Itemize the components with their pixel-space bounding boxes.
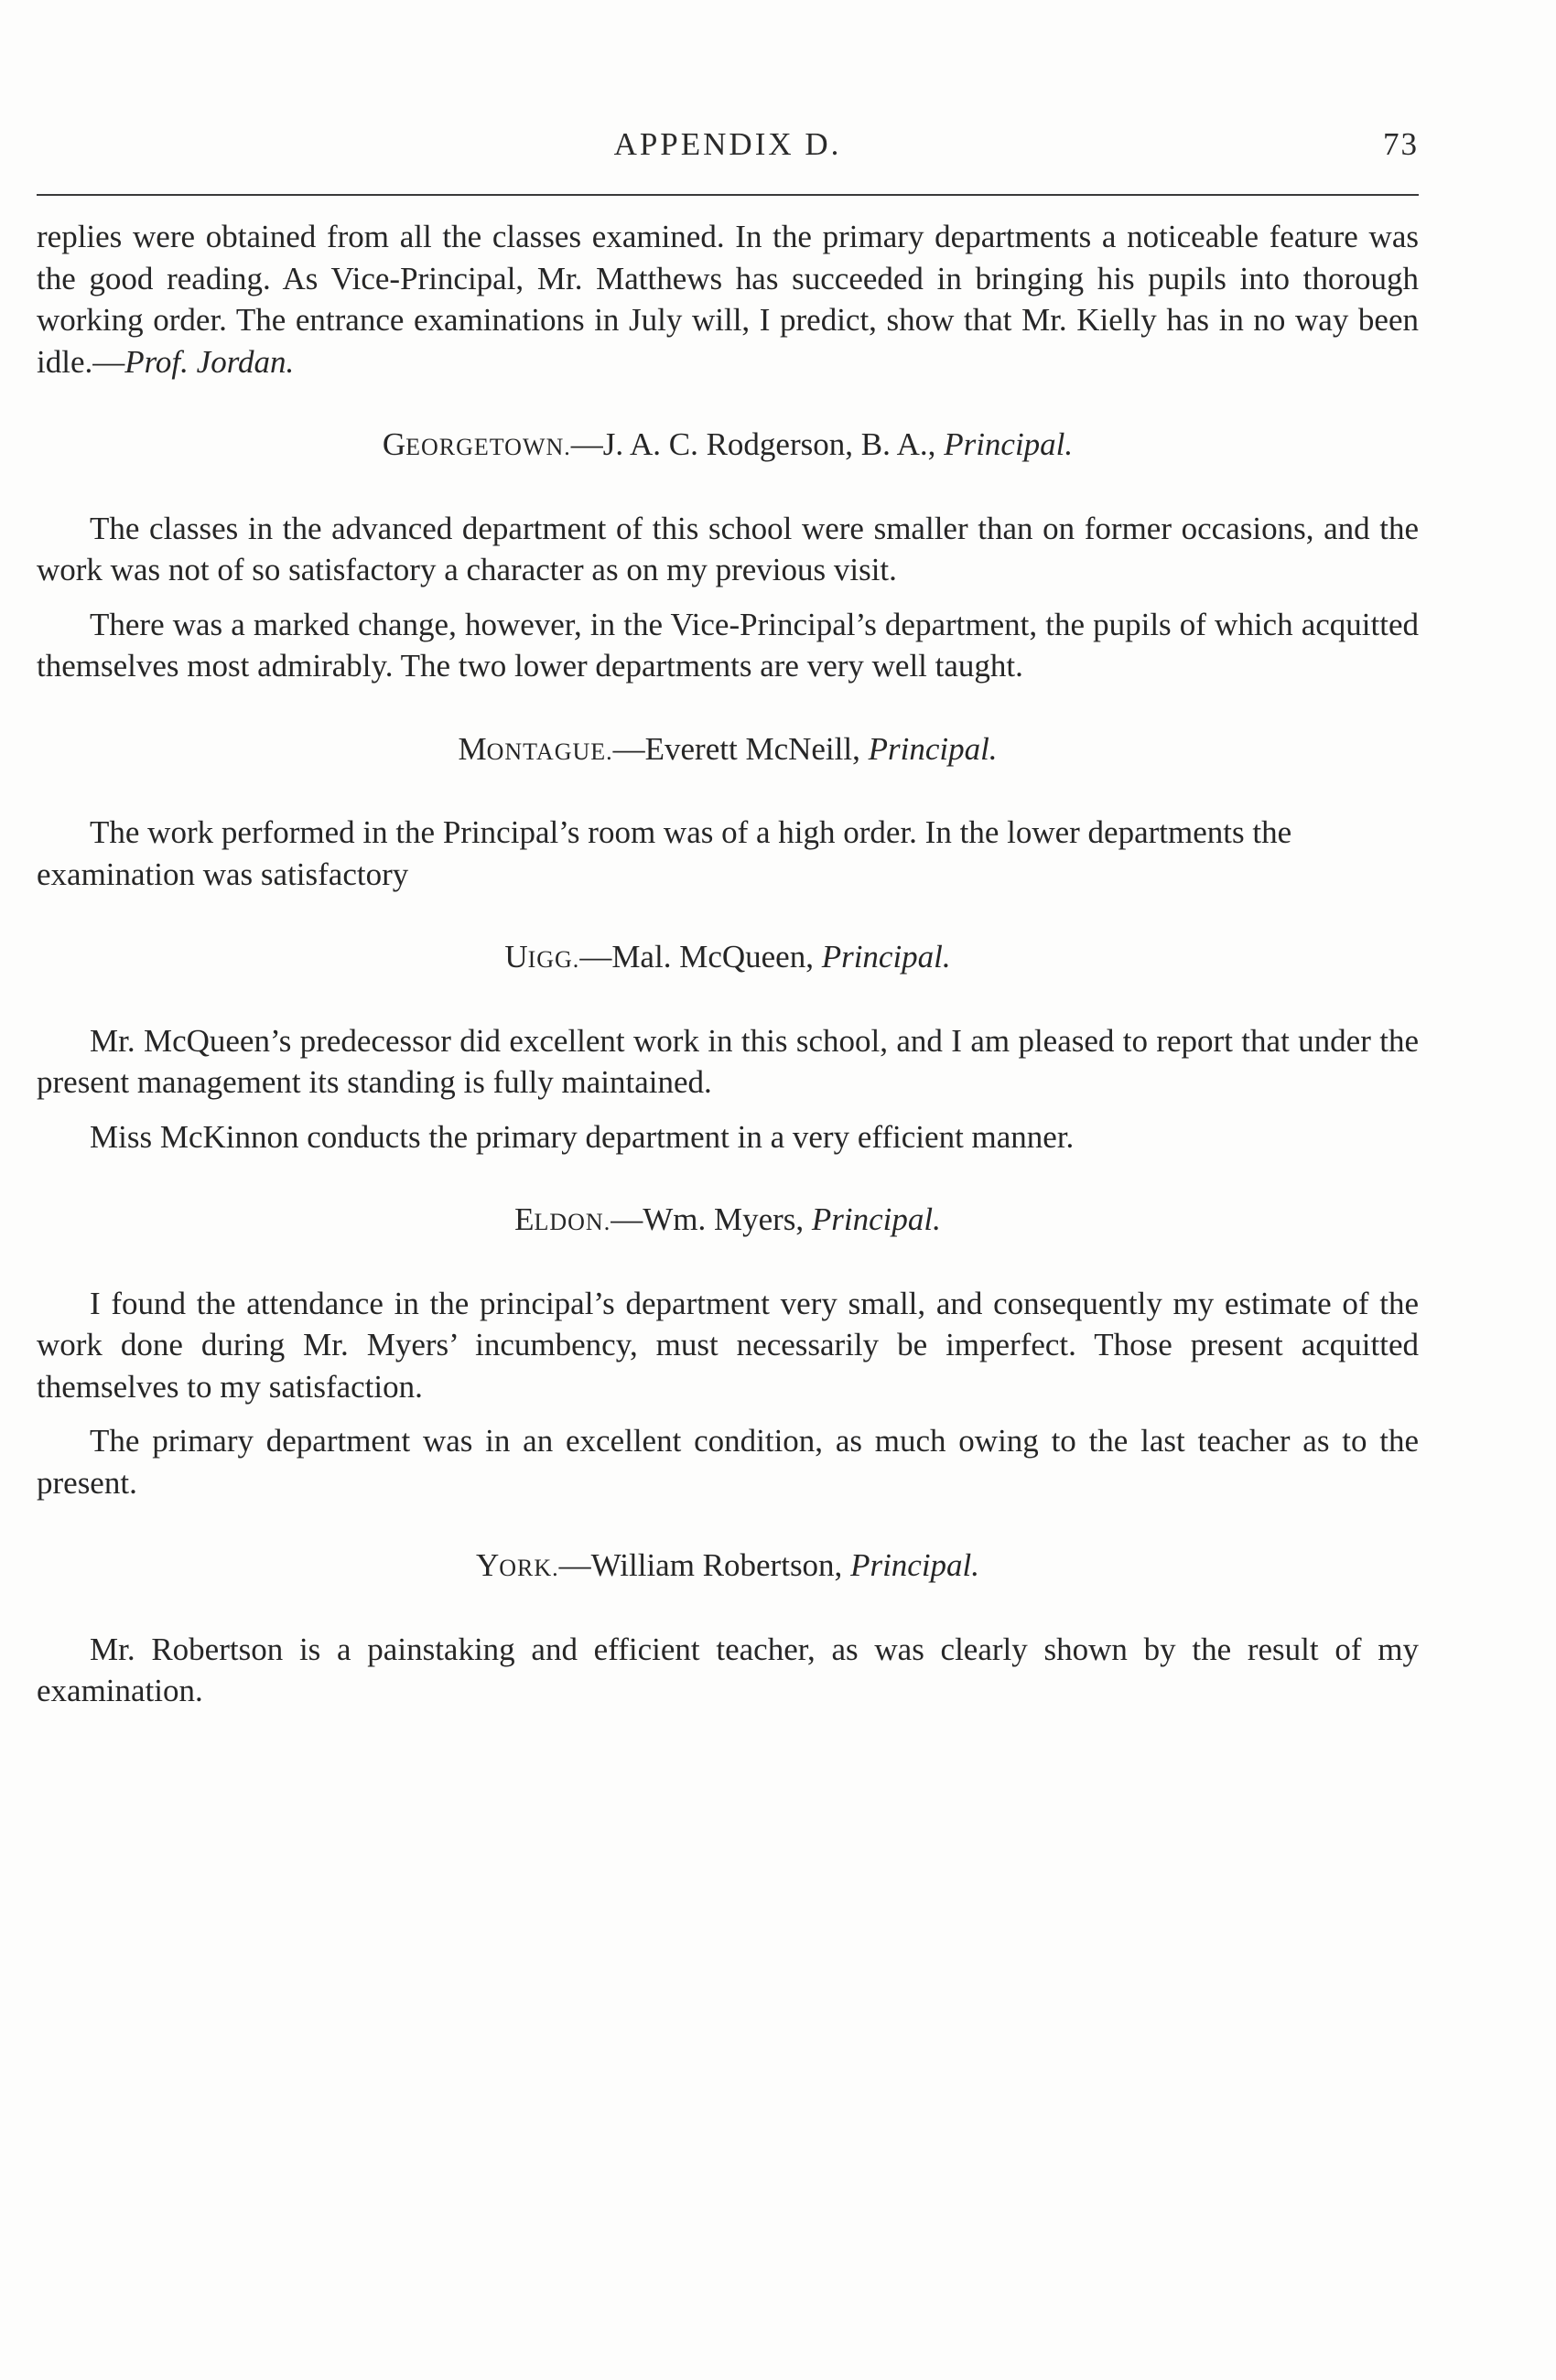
section-paragraph: The work performed in the Principal’s room was of a high order. In the lower departments the examination was satisfactory <box>37 814 1292 892</box>
section-heading-montague <box>37 728 1419 773</box>
place-initial: Y <box>475 1547 500 1583</box>
place-initial: E <box>514 1201 535 1237</box>
section-paragraph: The primary department was in an excellent condition, as much owing to the last teacher as to the present. <box>37 1423 1419 1501</box>
place-name: ORK. <box>499 1555 559 1581</box>
running-head-title: APPENDIX D. <box>613 126 842 162</box>
section-heading-uigg <box>37 936 1419 981</box>
continuation-paragraph <box>37 216 1419 382</box>
header-rule <box>37 194 1419 196</box>
principal-name: —Wm. Myers, <box>611 1201 812 1237</box>
page-number: 73 <box>1383 126 1419 162</box>
place-name: EORGETOWN. <box>405 434 571 460</box>
place-name: IGG. <box>527 946 580 973</box>
principal-name: —Everett McNeill, <box>612 730 869 767</box>
continuation-signature: Prof. Jordan. <box>124 343 295 380</box>
principal-title: Principal. <box>850 1547 980 1583</box>
section-paragraph: Mr. Robertson is a painstaking and efficient teacher, as was clearly shown by the result of my examination. <box>37 1631 1419 1708</box>
principal-name: —Mal. McQueen, <box>579 939 822 975</box>
section-paragraph: The classes in the advanced department of this school were smaller than on former occasions, and the work was not of so satisfactory a character as on my previous visit. <box>37 510 1419 587</box>
body-text <box>37 216 1419 1725</box>
place-name: LDON. <box>534 1209 611 1235</box>
section-paragraph: There was a marked change, however, in the Vice-Principal’s department, the pupils of which acquitted themselves most admirably. The two lower departments are very well taught. <box>37 606 1419 684</box>
principal-title: Principal. <box>811 1201 941 1237</box>
section-heading-georgetown <box>37 424 1419 468</box>
place-initial: U <box>504 939 528 975</box>
place-initial: M <box>458 730 487 767</box>
section-paragraph: Mr. McQueen’s predecessor did excellent work in this school, and I am pleased to report that under the present management its standing is fully maintained. <box>37 1022 1419 1100</box>
principal-title: Principal. <box>944 426 1074 462</box>
principal-title: Principal. <box>821 939 951 975</box>
principal-name: —J. A. C. Rodgerson, B. A., <box>570 426 945 462</box>
running-head <box>37 126 1419 172</box>
place-initial: G <box>382 426 406 462</box>
section-paragraph: I found the attendance in the principal’s department very small, and consequently my estimate of the work done during Mr. Myers’ incumbency, must necessarily be imperfect. Those present acquitted themselves to my satisfaction. <box>37 1285 1419 1405</box>
continuation-text: replies were obtained from all the classes examined. In the primary departments a noticeable feature was the good reading. As Vice-Principal, Mr. Matthews has succeeded in bringing his pupils into thorough working order. The entrance examinations in July will, I predict, show that Mr. Kielly has in no way been idle.— <box>37 219 1419 380</box>
section-heading-york <box>37 1545 1419 1589</box>
principal-name: —William Robertson, <box>558 1547 851 1583</box>
section-paragraph: Miss McKinnon conducts the primary department in a very efficient manner. <box>90 1118 1075 1155</box>
principal-title: Principal. <box>868 730 998 767</box>
section-heading-eldon <box>37 1199 1419 1244</box>
place-name: ONTAGUE. <box>486 738 613 765</box>
